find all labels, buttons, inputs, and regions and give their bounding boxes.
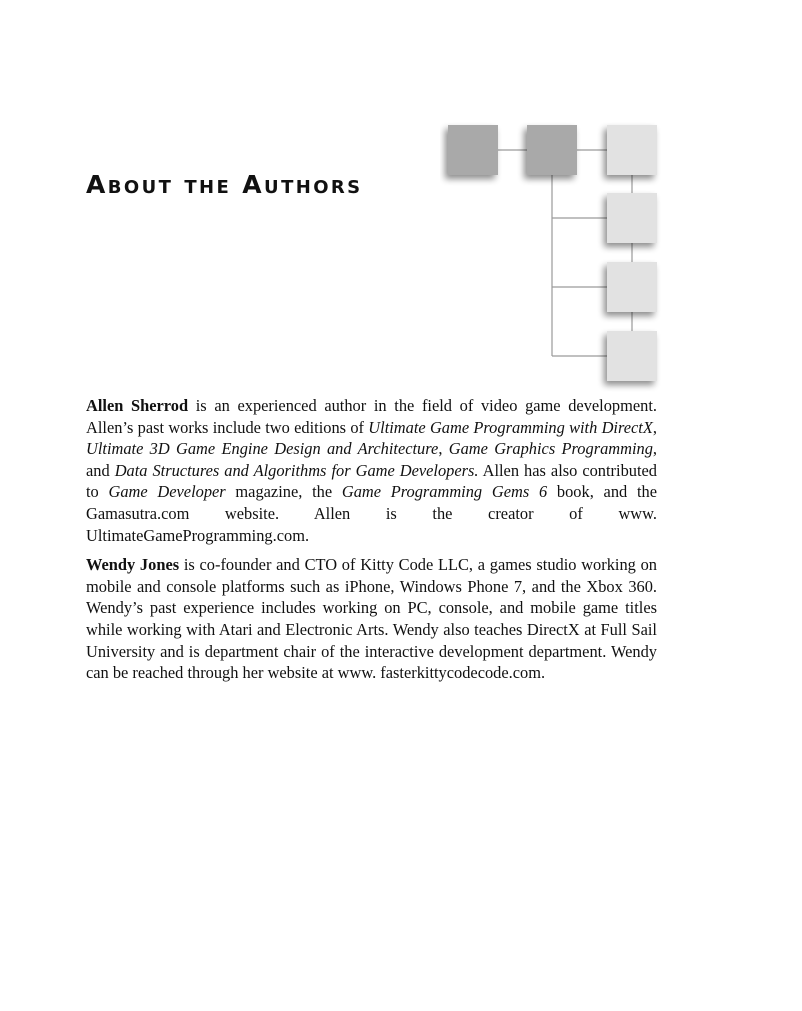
author-name: Allen Sherrod — [86, 396, 189, 415]
tree-diagram-decoration — [440, 118, 662, 394]
paragraph-wendy-jones: Wendy Jones is co-founder and CTO of Kitty Code LLC, a games studio working on mobile and console platforms such as iPhone, Windows Phone 7, and the Xbox 360. Wendy’s past experience includes working on PC, console, and mobile game titles while working with Atari and Electronic Arts. Wendy also teaches DirectX at Full Sail University and is department chair of the interactive development department. Wendy can be reached through her website at www. fasterkittycodecode.com. — [86, 555, 657, 683]
book-title: Ultimate Game Programming with DirectX — [368, 417, 653, 437]
light-box-4 — [607, 331, 657, 381]
paragraph-allen-sherrod: Allen Sherrod is an experienced author in the field of video game development. Allen’s past works include two editions of Ultimate Game Programming with DirectX, Ultimate 3D Game Engine Design and Architecture, Game Graphics Programming, and Data Structures and Algorithms for Game Developers. Allen has also contributed to Game Developer magazine, the Game Programming Gems 6 book, and the Gamasutra.com website. Allen is the creator of www. UltimateGameProgramming.com. — [86, 396, 657, 545]
dark-box-2 — [527, 125, 577, 175]
publication-title: Game Developer — [108, 482, 226, 502]
book-title: Game Programming Gems 6 — [341, 482, 548, 502]
page-title: About the Authors — [86, 170, 363, 199]
light-box-1 — [607, 125, 657, 175]
light-box-2 — [607, 193, 657, 243]
dark-box-1 — [448, 125, 498, 175]
connector-lines — [498, 150, 632, 356]
author-name: Wendy Jones — [86, 555, 180, 575]
book-title: Data Structures and Algorithms for Game Developers. — [114, 460, 479, 480]
body-text — [86, 395, 657, 692]
book-title: Game Graphics Programming — [448, 439, 653, 459]
book-title: Ultimate 3D Game Engine Design and Architecture — [86, 439, 439, 459]
light-box-3 — [607, 262, 657, 312]
